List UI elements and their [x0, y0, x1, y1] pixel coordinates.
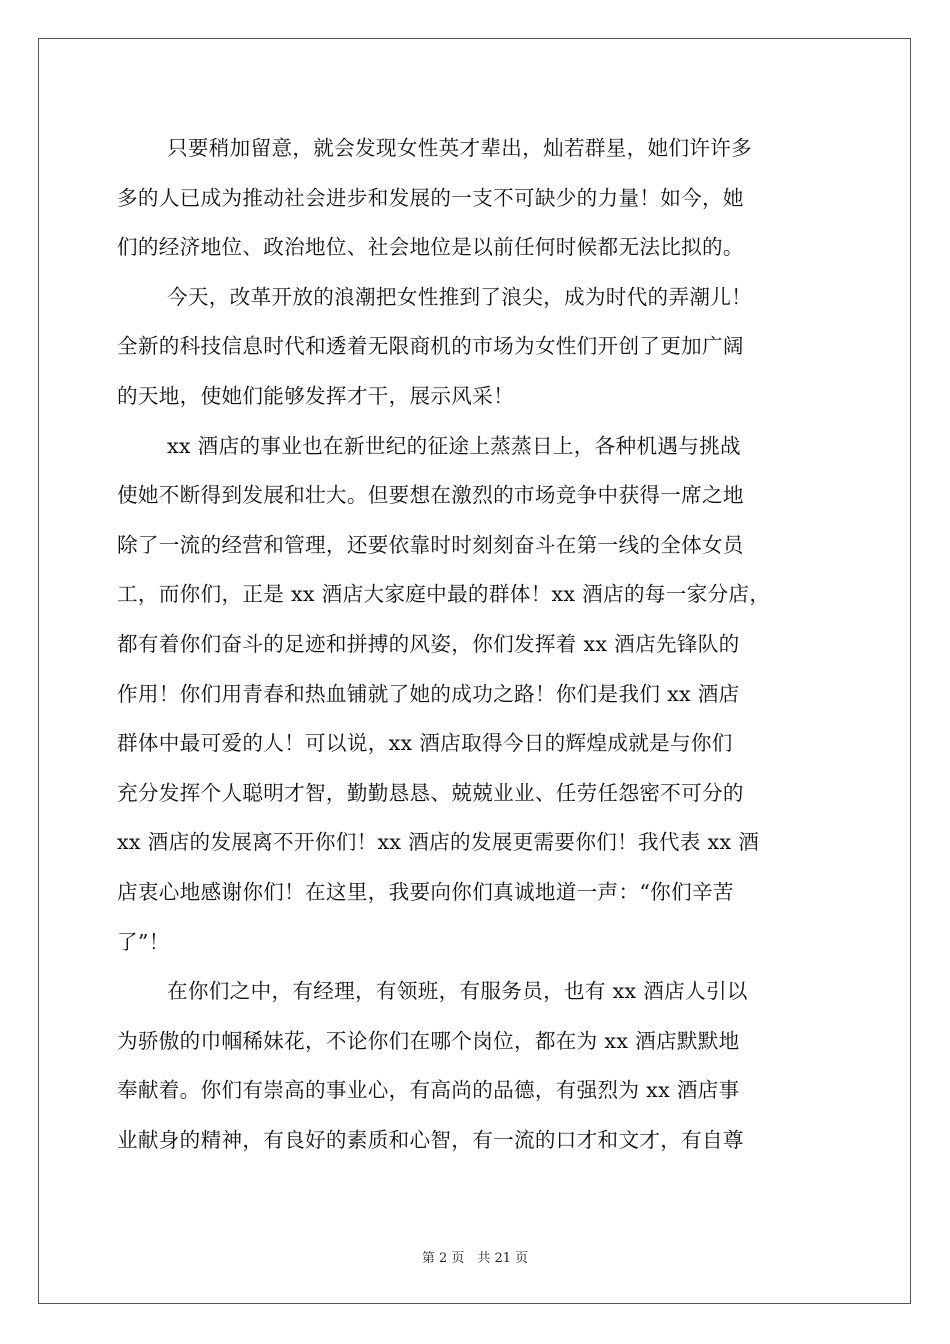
page-number-label: 第 2 页 共 21 页	[421, 1251, 529, 1266]
paragraph-3-line-9: xx 酒店的发展离不开你们！xx 酒店的发展更需要你们！我代表 xx 酒	[117, 830, 760, 855]
paragraph-3-line-8: 充分发挥个人聪明才智，勤勤恳恳、兢兢业业、任劳任怨密不可分的	[117, 780, 744, 805]
paragraph-1-line-2: 多的人已成为推动社会进步和发展的一支不可缺少的力量！如今，她	[117, 185, 744, 210]
document-body	[117, 124, 837, 1165]
paragraph-2-line-2: 全新的科技信息时代和透着无限商机的市场为女性们开创了更加广阔	[117, 334, 744, 359]
paragraph-3-line-6: 作用！你们用青春和热血铺就了她的成功之路！你们是我们 xx 酒店	[117, 681, 740, 706]
paragraph-3-line-2: 使她不断得到发展和壮大。但要想在激烈的市场竞争中获得一席之地	[117, 483, 744, 508]
page-footer	[0, 1247, 950, 1266]
paragraph-3-line-5: 都有着你们奋斗的足迹和拼搏的风姿，你们发挥着 xx 酒店先锋队的	[117, 631, 740, 656]
paragraph-2-line-3: 的天地，使她们能够发挥才干，展示风采！	[117, 383, 514, 408]
paragraph-2-line-1: 今天，改革开放的浪潮把女性推到了浪尖，成为时代的弄潮儿！	[167, 284, 753, 309]
paragraph-4-line-3: 奉献着。你们有崇高的事业心，有高尚的品德，有强烈为 xx 酒店事	[117, 1078, 740, 1103]
paragraph-3-line-4: 工，而你们，正是 xx 酒店大家庭中最的群体！xx 酒店的每一家分店，	[117, 582, 771, 607]
paragraph-3-line-7: 群体中最可爱的人！可以说，xx 酒店取得今日的辉煌成就是与你们	[117, 731, 733, 756]
paragraph-1-line-3: 们的经济地位、政治地位、社会地位是以前任何时候都无法比拟的。	[117, 235, 744, 260]
paragraph-4-line-4: 业献身的精神，有良好的素质和心智，有一流的口才和文才，有自尊	[117, 1127, 744, 1152]
paragraph-3-line-10: 店衷心地感谢你们！在这里，我要向你们真诚地道一声：“你们辛苦	[117, 879, 734, 904]
paragraph-4-line-1: 在你们之中，有经理，有领班，有服务员，也有 xx 酒店人引以	[167, 979, 748, 1004]
paragraph-3-line-1: xx 酒店的事业也在新世纪的征途上蒸蒸日上，各种机遇与挑战	[167, 433, 741, 458]
paragraph-4-line-2: 为骄傲的巾帼稀妹花，不论你们在哪个岗位，都在为 xx 酒店默默地	[117, 1028, 740, 1053]
paragraph-1-line-1: 只要稍加留意，就会发现女性英才辈出，灿若群星，她们许许多	[167, 136, 753, 160]
paragraph-3-line-11: 了”！	[117, 929, 170, 954]
paragraph-3-line-3: 除了一流的经营和管理，还要依靠时时刻刻奋斗在第一线的全体女员	[117, 532, 744, 557]
